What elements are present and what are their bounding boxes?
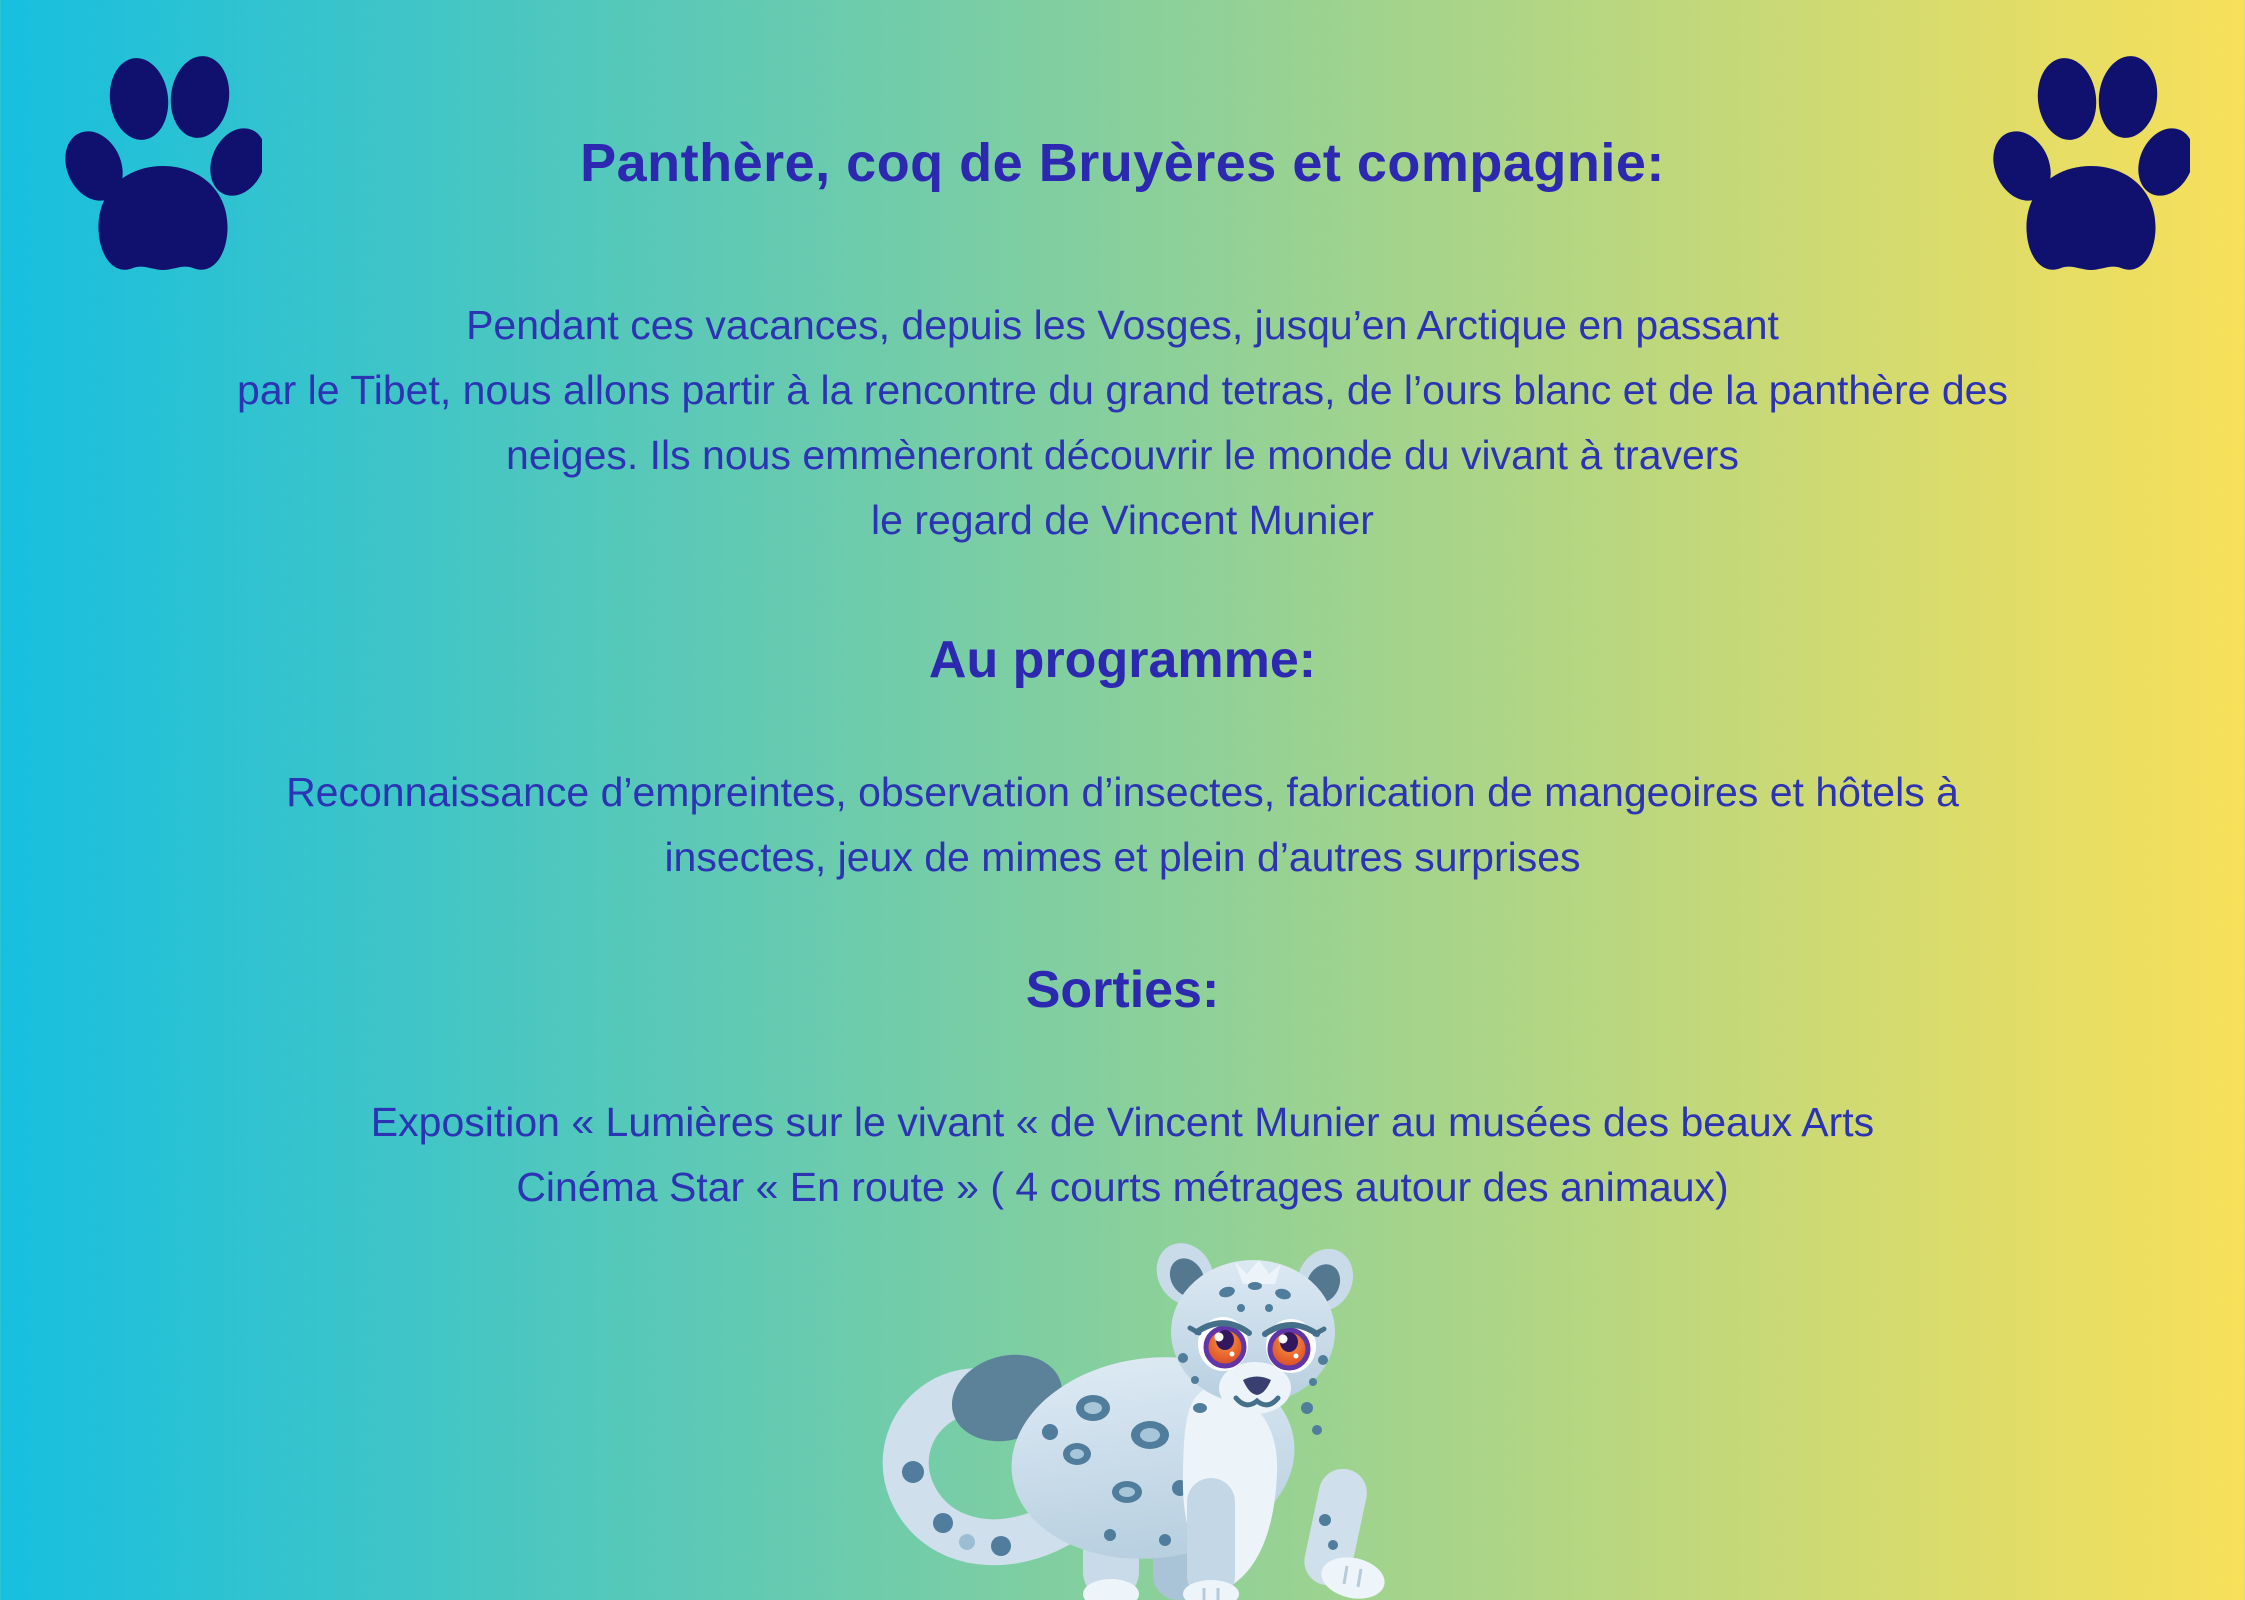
intro-line: neiges. Ils nous emmèneront découvrir le monde du vivant à travers [506,432,1739,478]
outings-heading: Sorties: [1025,961,1220,1019]
program-line: Reconnaissance d’empreintes, observation d’insectes, fabrication de mangeoires et hôtels à [286,769,1959,815]
outings-line: Cinéma Star « En route » ( 4 courts métrages autour des animaux) [516,1164,1729,1210]
snow-leopard-illustration [855,1240,1455,1600]
outings-line: Exposition « Lumières sur le vivant « de Vincent Munier au musées des beaux Arts [370,1099,1875,1145]
program-line: insectes, jeux de mimes et plein d’autres surprises [664,834,1581,880]
intro-line: le regard de Vincent Munier [871,497,1374,543]
program-heading: Au programme: [928,631,1317,689]
intro-paragraph [0,293,2245,553]
outings-paragraph [0,1090,2245,1220]
poster-title: Panthère, coq de Bruyères et compagnie: [580,133,1665,193]
intro-line: Pendant ces vacances, depuis les Vosges, jusqu’en Arctique en passant [466,302,1779,348]
program-paragraph [0,760,2245,890]
intro-line: par le Tibet, nous allons partir à la rencontre du grand tetras, de l’ours blanc et de la panthère des [237,367,2008,413]
